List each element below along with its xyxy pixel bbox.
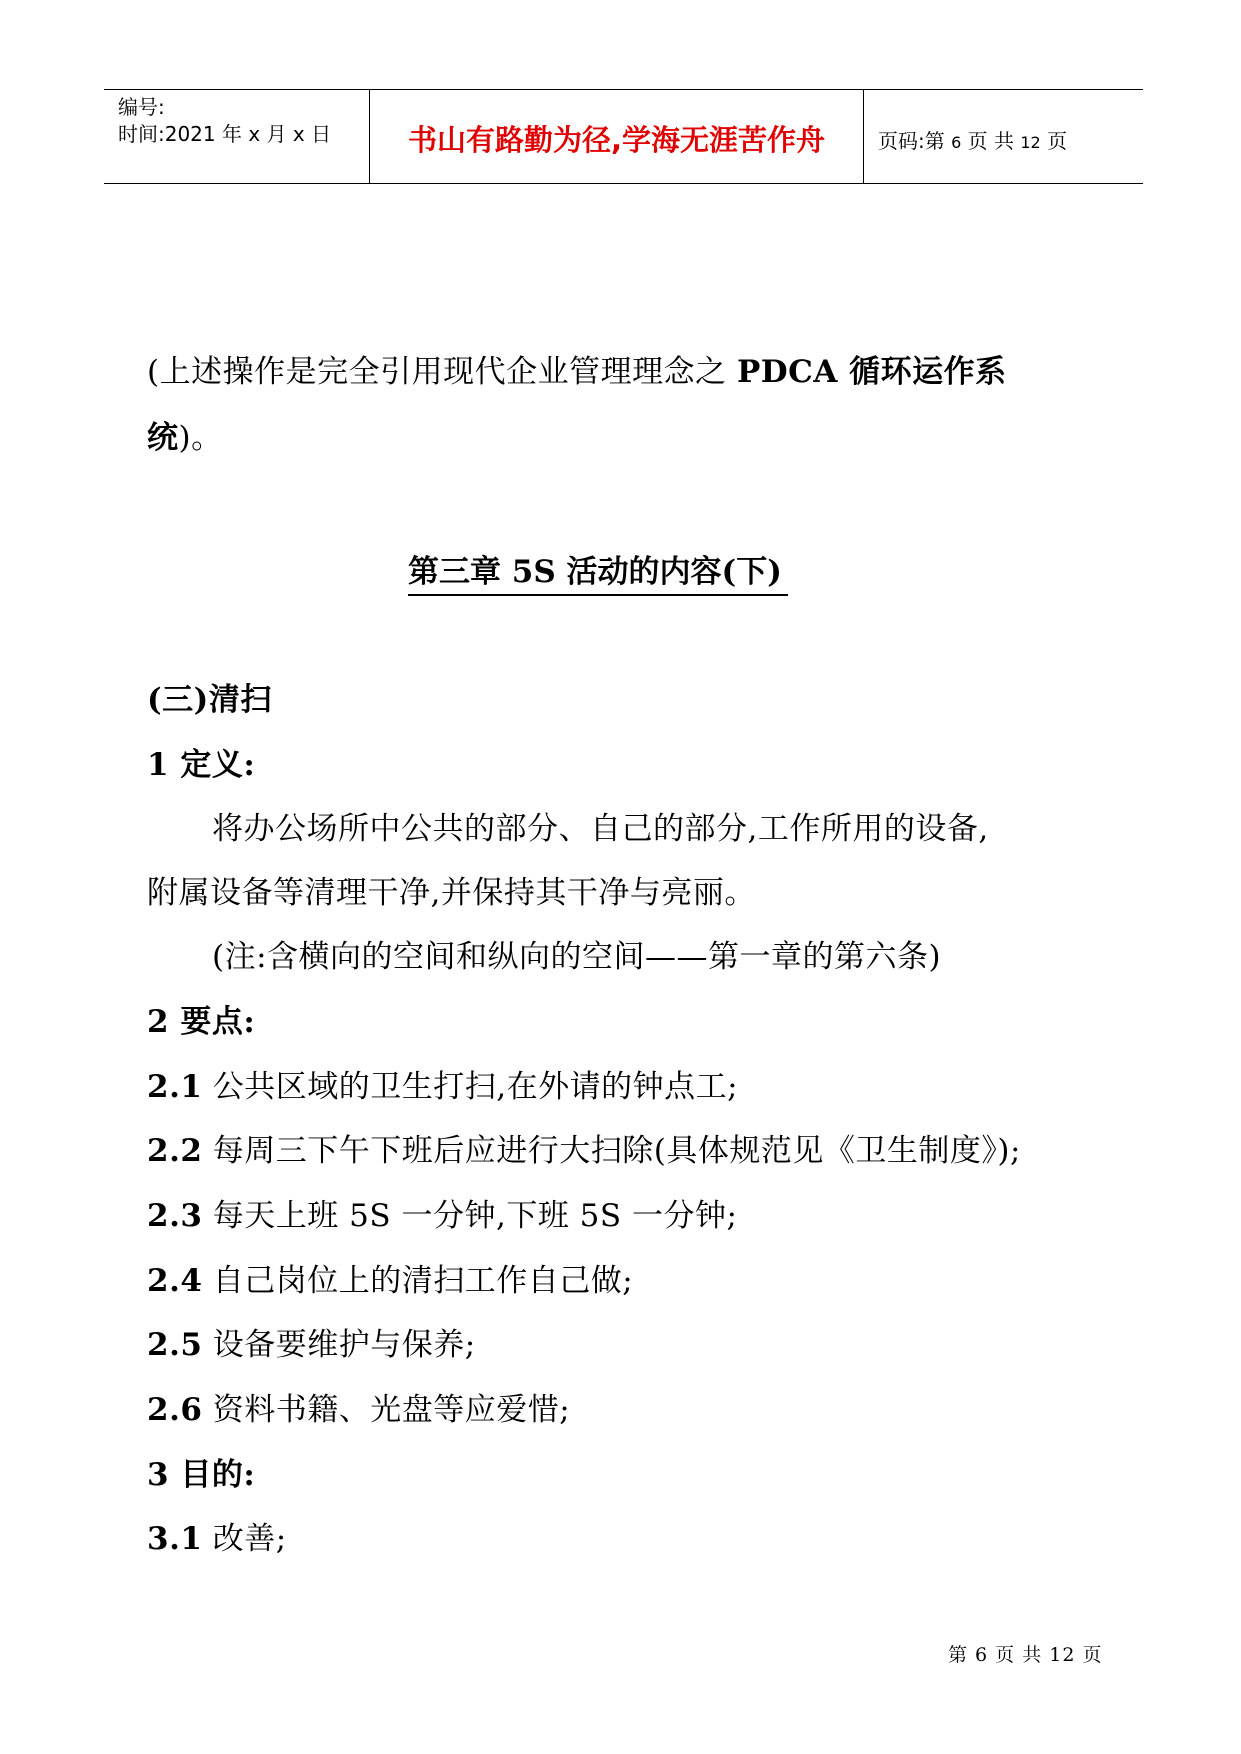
- intro-pdca: PDCA: [736, 354, 838, 390]
- page-code-prefix: 页码:第: [878, 129, 945, 153]
- list-item-number: 2.6: [147, 1392, 203, 1428]
- definition-paragraph-line-1: 将办公场所中公共的部分、自己的部分,工作所用的设备,: [212, 811, 989, 847]
- purpose-heading: 3 目的:: [147, 1457, 256, 1493]
- list-item: [147, 1261, 633, 1301]
- section-title: (三)清扫: [147, 682, 272, 718]
- list-item-text: 改善;: [202, 1521, 287, 1557]
- intro-line-1: [147, 352, 1007, 392]
- list-item-number: 2.3: [147, 1198, 203, 1234]
- list-item: [147, 1131, 1021, 1171]
- chapter-title: 第三章 5S 活动的内容(下): [408, 552, 788, 596]
- list-item: [147, 1067, 738, 1107]
- list-item-text: 资料书籍、光盘等应爱惜;: [202, 1392, 571, 1428]
- list-item-text: 公共区域的卫生打扫,在外请的钟点工;: [202, 1069, 739, 1105]
- key-points-heading: 2 要点:: [147, 1004, 256, 1040]
- list-item-number: 3.1: [147, 1521, 203, 1557]
- header-info-cell: [104, 90, 370, 183]
- document-header: [104, 89, 1143, 184]
- intro-text-b: 循环运作系: [837, 354, 1007, 390]
- list-item-number: 2.1: [147, 1069, 203, 1105]
- list-item-number: 2.5: [147, 1327, 203, 1363]
- page-code-total: 12: [1020, 133, 1041, 152]
- intro-text-d: )。: [178, 420, 223, 456]
- intro-text-a: (上述操作是完全引用现代企业管理理念之: [147, 354, 737, 390]
- list-item-number: 2.4: [147, 1263, 203, 1299]
- header-motto-cell: [370, 90, 864, 183]
- list-item-text: 设备要维护与保养;: [202, 1327, 476, 1363]
- intro-line-2: [147, 418, 223, 458]
- page-code-suffix: 页: [1047, 129, 1068, 153]
- list-item-text: 自己岗位上的清扫工作自己做;: [202, 1263, 634, 1299]
- motto-text: 书山有路勤为径,学海无涯苦作舟: [407, 123, 826, 157]
- list-item: [147, 1196, 737, 1236]
- list-item: [147, 1519, 287, 1559]
- header-page-cell: [864, 90, 1143, 183]
- definition-note: (注:含横向的空间和纵向的空间——第一章的第六条): [212, 939, 942, 975]
- list-item: [147, 1325, 476, 1365]
- date-label: 时间:2021 年 x 月 x 日: [118, 122, 332, 146]
- list-item: [147, 1390, 570, 1430]
- list-item-text: 每周三下午下班后应进行大扫除(具体规范见《卫生制度》);: [202, 1133, 1021, 1169]
- page-code: [878, 125, 1067, 154]
- page-footer: 第 6 页 共 12 页: [948, 1644, 1103, 1666]
- definition-paragraph-line-2: 附属设备等清理干净,并保持其干净与亮丽。: [147, 875, 756, 911]
- definition-heading: 1 定义:: [147, 747, 256, 783]
- list-item-number: 2.2: [147, 1133, 203, 1169]
- page-code-mid: 页 共: [967, 129, 1015, 153]
- serial-number-label: 编号:: [118, 95, 165, 119]
- list-item-text: 每天上班 5S 一分钟,下班 5S 一分钟;: [202, 1198, 738, 1234]
- page-code-current: 6: [951, 133, 962, 152]
- intro-text-c: 统: [147, 420, 179, 456]
